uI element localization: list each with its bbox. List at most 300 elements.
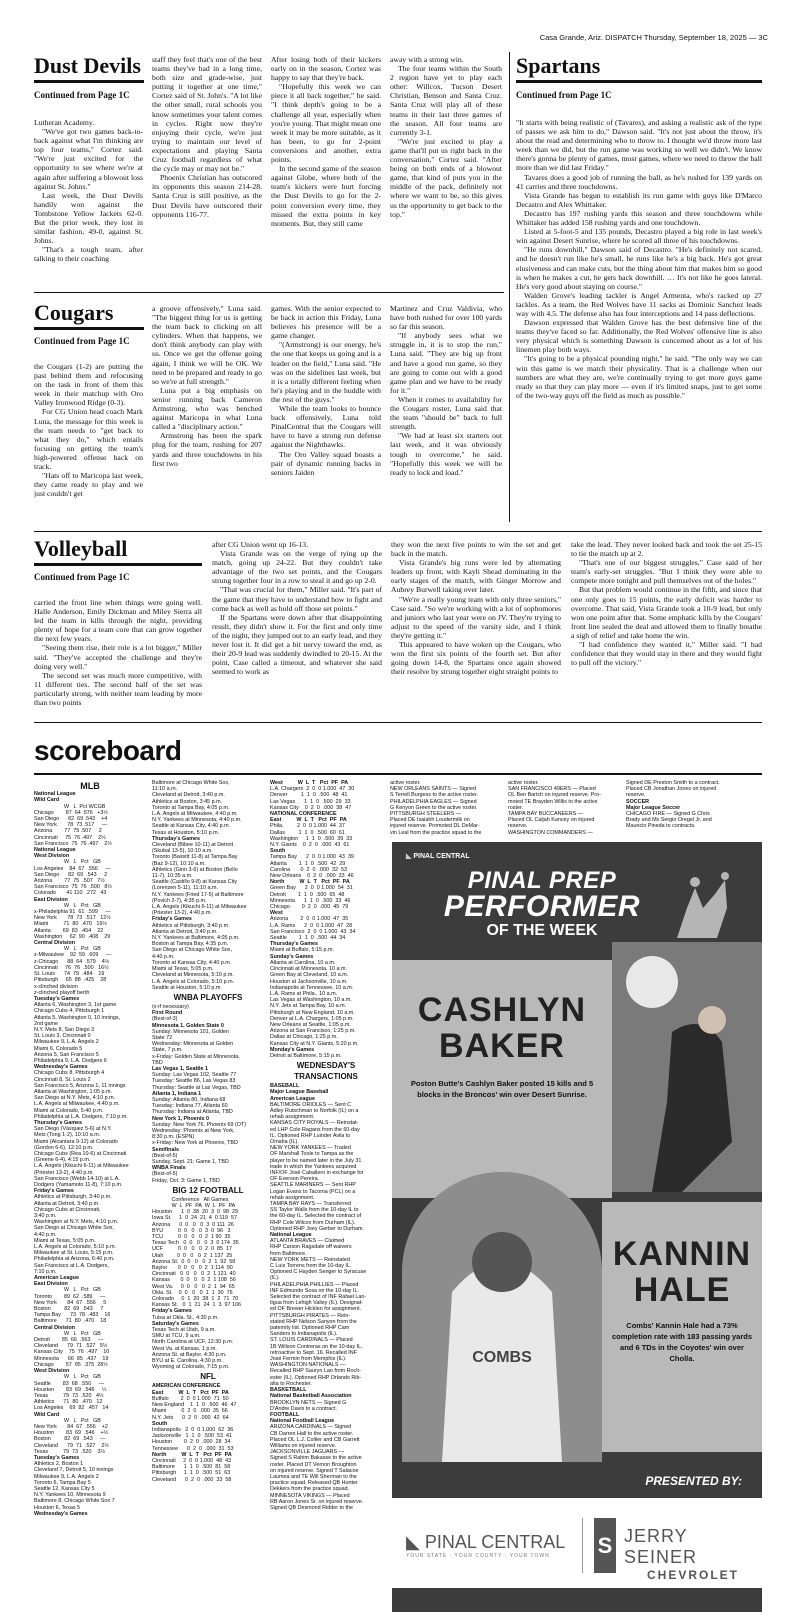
scoreboard-line: Selected the contract of INF Rafael Lan- <box>270 1294 367 1301</box>
scoreboard-line: Los Angeles 69 82 .457 14 <box>34 1405 109 1412</box>
paragraph: "We're a really young team with only three seniors," Case said. "So we're working with a lot of sophomores and juniors who last year were on JV. They're trying to adjust to the speed of the varsity side, and I think they're getting it." <box>391 594 561 640</box>
scoreboard-line: INF Edmundo Sosa on the 10-day IL. <box>270 1287 359 1294</box>
scoreboard-line: ester (IL). Optioned RHP Orlando Rib- <box>270 1374 362 1381</box>
athlete-silhouettes-icon <box>667 868 737 948</box>
scoreboard-line: Las Vegas at Washington, 10 a.m. <box>270 997 352 1004</box>
scoreboard-line: W L Pct GB <box>34 946 101 953</box>
paragraph: "Seeing them rise, their role is a lot bigger," Miller said. "They've accepted the challenge and they're doing very well." <box>34 643 202 671</box>
cougars-headline: Cougars <box>34 300 114 325</box>
scoreboard-line: W L Pct GB <box>34 902 101 909</box>
scoreboard-line: Seattle 1 1 0 .500 44 34 <box>270 935 346 942</box>
volleyball-continued: Continued from Page 1C <box>34 572 130 582</box>
scoreboard-line: Kansas 0 0 0 0 2 1 108 56 <box>152 1277 236 1284</box>
scoreboard-line: San Diego 82 69 .543 +4 <box>34 816 108 823</box>
scoreboard-subhead: National League <box>34 791 76 798</box>
player-1-first-name: CASHLYN <box>417 991 587 1029</box>
paragraph: Vista Grande was on the verge of tying up the match, going up 24-22. But they couldn't take advantage of the two set points, and the Cougars strung together four in a row to steal it and go up 2-0. <box>212 549 382 586</box>
scoreboard-line: W L Pct WCGB <box>34 803 106 810</box>
volleyball-col-2 <box>212 540 382 716</box>
seiner-s-icon: S <box>594 1518 616 1573</box>
scoreboard-line: TAMPA BAY RAYS — Transferred <box>270 1201 351 1207</box>
scoreboard-line: Athletics 2, Boston 1 <box>34 1461 84 1468</box>
scoreboard-line: San Francisco 75 76 .500 8½ <box>34 884 112 891</box>
scoreboard-line: z-clinched playoff berth <box>34 989 90 996</box>
scoreboard-line: Baltimore 71 80 .470 18 <box>34 1318 107 1325</box>
scoreboard-subhead: North W L T Pct PF PA <box>152 1451 232 1458</box>
scoreboard-line: SS Taylor Walls from the 10-day IL to <box>270 1207 359 1214</box>
paragraph: After losing both of their kickers early on in the season, Cortez was happy to say that they're back. <box>271 55 381 83</box>
paragraph: Armstrong has been the spark plug for the team, rushing for 207 yards and three touchdowns in his first two <box>152 431 262 468</box>
scoreboard-line: Tennessee 0 2 0 .000 31 53 <box>152 1445 234 1452</box>
paragraph: away with a strong win. <box>390 55 464 64</box>
paragraph: The four teams within the South 2 region have yet to play each other: Willcox, Tucson Desert Christian, Benson and Santa Cruz. Santa Cruz will play all of these teams in their last three games of the season. All four teams are currently 3-1. <box>390 64 502 137</box>
scoreboard-line: Cleveland at Detroit, 3:40 p.m. <box>152 792 225 799</box>
paragraph: "We're just excited to play a game that'll put us right back in the conversation," Cortez said. "After being on both ends of a blowout game, that kind of puts you in the middle of the pack, definitely not where we want to be, so this gives us the opportunity to get back to the top." <box>390 136 502 219</box>
scoreboard-line: Miami 6, Colorado 5 <box>34 1045 83 1052</box>
paragraph: The Oro Valley squad boasts a pair of dynamic running backs in seniors Jaiden <box>271 449 381 477</box>
scoreboard-line: Miami (Alcantara 9-12) at Colorado <box>34 1138 118 1145</box>
scoreboard-line: N.Y. Jets at Tampa Bay, 10 a.m. <box>270 1003 347 1010</box>
scoreboard-line: 4:40 p.m. <box>152 953 175 960</box>
jersey-text: COMBS <box>472 1349 532 1366</box>
scoreboard-subhead: First Round <box>152 1010 183 1017</box>
scoreboard-line: active roster. <box>390 780 421 786</box>
scoreboard-line: St. Louis 74 79 .484 19 <box>34 971 105 978</box>
paragraph: Vista Grande's big runs were led by alternating leaders up front, with Kayli Shead dominating in the early stages of the match, with Ginger Morrow and Aubrey Burwell taking over later. <box>391 558 561 595</box>
scoreboard-line: paternity list. Optioned RHP Cam <box>270 1325 350 1332</box>
cougars-col-1 <box>34 362 143 524</box>
paragraph: Listed at 5-foot-5 and 135 pounds, Decastro played a big role in last week's win against Desert Sunrise, where he scored all three of his touchdowns. <box>516 227 762 246</box>
scoreboard-line: player to be named later in the July 31 <box>270 1157 362 1164</box>
scoreboard-line: RHP Carson Ragsdale off waivers <box>270 1244 352 1251</box>
scoreboard-line: Miami at Buffalo, 5:15 p.m. <box>270 947 335 954</box>
scoreboard-subhead: American League <box>34 1275 79 1282</box>
cougars-continued: Continued from Page 1C <box>34 336 130 346</box>
scoreboard-subhead: Friday's Games <box>34 1188 74 1195</box>
scoreboard-subhead: Monday's Games <box>270 1046 315 1053</box>
scoreboard-line: Texas 79 73 .520 3½ <box>34 1448 106 1455</box>
scoreboard-line: reserve. <box>626 792 646 799</box>
scoreboard-line: Arizona 2 0 0 1.000 47 35 <box>270 916 349 923</box>
scoreboard-subhead: Thursday's Games <box>34 1119 83 1126</box>
scoreboard-subhead: North W L T Pct PF PA <box>270 879 350 886</box>
scoreboard-line: North Carolina at UCF, 12:30 p.m. <box>152 1339 234 1346</box>
scoreboard-line: Philadelphia at L.A. Dodgers, 7:10 p.m. <box>34 1113 128 1120</box>
scoreboard-line: Friday, Oct. 3: Game 1, TBD <box>152 1177 220 1184</box>
scoreboard-line: KANSAS CITY ROYALS — Reinstat- <box>270 1120 359 1127</box>
scoreboard-line: San Francisco 5, Arizona 1, 11 innings <box>34 1082 126 1089</box>
scoreboard-line: L.A. Angels at Colorado, 5:10 p.m. <box>152 978 235 985</box>
ad-title-line-1: PINAL PREP <box>467 867 617 894</box>
scoreboard-subhead: Minnesota 1, Golden State 0 <box>152 1022 224 1029</box>
player-2-photo <box>402 1172 602 1462</box>
scoreboard-line: San Diego at Chicago White Sox, <box>152 947 233 954</box>
scoreboard-subhead: Atlanta 1, Indiana 1 <box>152 1090 202 1097</box>
scoreboard-line: Dallas 1 1 0 .500 60 61 <box>270 829 345 836</box>
scoreboard-line: L.A. Angels at Milwaukee, 4:40 p.m. <box>152 811 238 818</box>
dust-devils-continued: Continued from Page 1C <box>34 90 130 100</box>
scoreboard-line: IL. Optioned RHP Luinder Avila to <box>270 1132 351 1139</box>
scoreboard-line: San Diego 82 69 .543 2 <box>34 871 108 878</box>
scoreboard-line: Cincinnati 75 76 .497 2½ <box>34 834 106 841</box>
paragraph: Last week, the Dust Devils handily won against the Tombstone Yellow Jackets 62-0. But the prior week, they lost in similar fashion, 49-0, against St. Johns. <box>34 190 143 246</box>
scoreboard-line: W L Pct GB <box>34 1330 101 1337</box>
scoreboard-line: Kansas City 0 2 0 .000 38 47 <box>270 804 352 811</box>
scoreboard-line: San Francisco (Webb 14-10) at L.A. <box>34 1175 120 1182</box>
sponsor-jerry-seiner[interactable]: JERRY SEINER CHEVROLET <box>624 1526 739 1582</box>
scoreboard-line: New York 78 73 .517 12½ <box>34 915 111 922</box>
player-2-last-name: HALE <box>633 1271 731 1309</box>
scoreboard-line: Cleveland at Minnesota, 5:10 p.m. <box>152 972 234 979</box>
scoreboard-line: N.Y. Yankees at Minnesota, 4:40 p.m. <box>152 817 242 824</box>
scoreboard-subhead: Friday's Games <box>152 916 192 923</box>
cougars-col-3 <box>271 304 381 524</box>
scoreboard-line: Laumea and TE Will Sherman to the <box>270 1473 357 1480</box>
scoreboard-line: Milwaukee at St. Louis, 5:15 p.m. <box>34 1250 114 1257</box>
scoreboard-line: OF Marshall Toole to Tampa as the <box>270 1151 354 1158</box>
scoreboard-subhead: BASKETBALL <box>270 1387 307 1394</box>
scoreboard-title: scoreboard <box>34 735 182 766</box>
scoreboard-line: W L Pct GB <box>34 1417 101 1424</box>
paragraph: In the second game of the season against Globe, where both of the team's kickers were hurt forcing the Dust Devils to go for the 2-point conversion every time, they missed the extra points in key moments. But, they still came <box>271 164 381 228</box>
scoreboard-heading: MLB <box>80 781 100 791</box>
scoreboard-line: ed OF Brewer Hicklen for assignment. <box>270 1306 362 1313</box>
paragraph: "That was crucial for them," Miller said. "It's part of the game that they have to understand how to fight and come back as well as hold off those set points." <box>212 585 382 613</box>
volleyball-headline: Volleyball <box>34 536 128 561</box>
scoreboard-line: NEW ORLEANS SAINTS — Signed <box>390 786 476 793</box>
scoreboard-line: Denver 1 1 0 .500 48 41 <box>270 792 348 799</box>
scoreboard-line: roster. <box>508 804 523 811</box>
paragraph: Lutheran Academy. <box>34 118 95 127</box>
scoreboard-line: x-Philadelphia 91 61 .599 — <box>34 909 111 916</box>
scoreboard-line: alta to Rochester. <box>270 1380 312 1387</box>
scoreboard-line: L.A. Angels at Milwaukee, 4:40 p.m. <box>34 1101 120 1108</box>
sponsor-1-tagline: YOUR STATE · YOUR COUNTY · YOUR TOWN <box>406 1553 550 1559</box>
scoreboard-line: Atlanta at Carolina, 10 a.m. <box>270 959 336 966</box>
scoreboard-line: Houston at Jacksonville, 10 a.m. <box>270 978 348 985</box>
scoreboard-line: Washington 1 1 0 .500 39 33 <box>270 835 353 842</box>
scoreboard-line: Green Bay at Cleveland, 10 a.m. <box>270 972 349 979</box>
scoreboard-line: active roster. <box>508 780 539 786</box>
scoreboard-line: José Fermin from Memphis (IL). <box>270 1356 347 1363</box>
scoreboard-line: Arizona St. 0 0 0 0 2 1 92 58 <box>152 1258 236 1265</box>
scoreboard-line: Green Bay 2 0 0 1.000 54 31 <box>270 885 353 892</box>
scoreboard-line: (Priester 13-2), 4:40 p.m. <box>34 1169 94 1176</box>
scoreboard-line: W L Pct GB <box>34 1287 101 1294</box>
scoreboard-line: PITTSBURGH PIRATES — Rein- <box>270 1312 351 1319</box>
scoreboard-line: BROOKLYN NETS — Signed G <box>270 1399 347 1406</box>
scoreboard-col-4 <box>390 780 502 840</box>
scoreboard-line: G Kenyon Green to the active roster. <box>390 804 478 811</box>
scoreboard-line: WASHINGTON NATIONALS — <box>270 1362 346 1369</box>
scoreboard-line: Milwaukee 9, L.A. Angels 2 <box>34 1039 99 1046</box>
section-divider <box>34 531 762 532</box>
scoreboard-line: Athletics at Pittsburgh, 3:40 p.m. <box>34 1194 112 1201</box>
scoreboard-subhead: West Division <box>34 1368 70 1375</box>
scoreboard-line: Omaha (IL). <box>270 1138 299 1145</box>
scoreboard-line: Chicago Cubs 4, Pittsburgh 1 <box>34 1008 105 1015</box>
scoreboard-line: (Greene 6-4), 4:15 p.m. <box>34 1157 91 1164</box>
scoreboard-heading: WNBA PLAYOFFS <box>173 992 243 1002</box>
paragraph: The second set was much more competitive, with 11 different ties. The second half of the set was particularly strong, with neither team leading by more than two points <box>34 670 202 708</box>
scoreboard-line: Placed DE Isaiahh Loudermilk on <box>390 817 470 824</box>
scoreboard-line: tigua from Lehigh Valley (IL). Designat- <box>270 1300 364 1307</box>
scoreboard-line: Wednesday: Minnesota at Golden <box>152 1041 234 1048</box>
scoreboard-line: x-clinched division <box>34 983 78 990</box>
scoreboard-line: 11-7), 10:35 a.m. <box>152 873 193 880</box>
scoreboard-line: PHILADELPHIA PHILLIES — Placed <box>270 1281 359 1288</box>
scoreboard-line: Signed DE Preston Smith to a contract. <box>626 780 720 786</box>
section-divider <box>34 722 762 723</box>
scoreboard-subhead: West <box>270 910 283 917</box>
paragraph: Walden Grove's leading tackler is Angel Armenta, who's racked up 27 tackles. As a team, the Red Wolves have 11 sacks as Dominic Sanchez leads way with 4.5. The defense also has four interceptions and 14 pass deflections. <box>516 290 762 318</box>
headline-rule <box>34 563 202 566</box>
scoreboard-line: Indianapolis at Tennessee, 10 a.m. <box>270 984 354 991</box>
scoreboard-line: L.A. Angels at Colorado, 5:10 p.m. <box>34 1244 117 1251</box>
scoreboard-line: (Best-of-5) <box>152 1171 178 1178</box>
scoreboard-subhead: National League <box>270 1232 312 1239</box>
scoreboard-line: ATLANTA BRAVES — Claimed <box>270 1238 345 1245</box>
scoreboard-line: L.A. Chargers 2 0 0 1.000 47 30 <box>270 786 355 793</box>
scoreboard-subhead: West Division <box>34 853 70 860</box>
scoreboard-line: (Gordon 6-6), 12:10 p.m. <box>34 1144 94 1151</box>
scoreboard-line: San Francisco at L.A. Dodgers, <box>34 1262 109 1269</box>
scoreboard-line: Toronto at Tampa Bay, 4:05 p.m. <box>152 804 230 811</box>
scoreboard-line: (Best-of-5) <box>152 1152 178 1159</box>
scoreboard-subhead: Wild Card <box>34 1411 60 1418</box>
scoreboard-line: (x-if necessary) <box>152 1003 189 1010</box>
scoreboard-line: (Skubal 13-5), 10:10 a.m. <box>152 848 213 855</box>
scoreboard-rule <box>34 773 762 775</box>
scoreboard-subhead: Sunday's Games <box>270 953 314 960</box>
scoreboard-line: CB Darren Hall to the active roster. <box>270 1430 354 1437</box>
scoreboard-line: Buffalo 2 0 0 1.000 71 50 <box>152 1395 229 1402</box>
scoreboard-line: Sunday: Atlanta 80, Indiana 68 <box>152 1096 226 1103</box>
scoreboard-line: Los Angeles 84 67 .556 — <box>34 865 111 872</box>
paragraph: This appeared to have woken up the Cougars, who won the first six points of the fourth set. But after going down 14-8, the Spartans once again showed their resolve by strung together eight straight points to <box>391 640 561 677</box>
scoreboard-line: Cincinnati 8, St. Louis 2 <box>34 1076 91 1083</box>
scoreboard-heading: BIG 12 FOOTBALL <box>172 1185 244 1195</box>
scoreboard-line: S Terrell Burgess to the active roster. <box>390 792 478 799</box>
scoreboard-line: Cincinnati 0 0 0 0 2 1 121 40 <box>152 1271 236 1278</box>
paragraph: "Hopefully this week we can piece it all back together," he said. "I think depth's going to be a challenge all year, especially when you're young. That might mean one week it may be more suitable, as it has been, to go for 2-point conversions and another, extra points. <box>271 82 381 165</box>
paragraph: "We've got two games back-to-back against what I'm thinking are top four teams," Cortez said. "We're just excited for the opportunity to see where we're at again after suffering a blowout loss against St. Johns." <box>34 127 143 191</box>
scoreboard-line: Miami at Texas, 5:05 p.m. <box>34 1237 96 1244</box>
headline-rule <box>34 80 144 83</box>
scoreboard-line: stated RHP Nelson Sanyon from the <box>270 1318 357 1325</box>
scoreboard-line: RB Aaron Jones Sr. on injured reserve. <box>270 1498 364 1505</box>
scoreboard-line: Phila. 2 0 0 1.000 44 37 <box>270 823 345 830</box>
page-folio: Casa Grande, Ariz. DISPATCH Thursday, September 18, 2025 — 3C <box>539 33 768 42</box>
scoreboard-line: TAMPA BAY BUCCANEERS — <box>508 811 584 818</box>
paragraph: "It starts with being realistic of (Tavares), and asking a realistic ask of the type of passes we ask him to do," Dawson said. "It's not just about the throw, it's about the read and determining who to throw to. I thought we'd throw more last week than we did, but the run game was working so well we didn't. We know there's gonna be plenty of games, most games, where we need to throw the ball more than we did last Friday." <box>516 118 762 173</box>
scoreboard-line: Wyoming at Colorado, 7:15 p.m. <box>152 1364 230 1371</box>
scoreboard-line: Washington 62 90 .408 29 <box>34 933 111 940</box>
scoreboard-line: Texas Tech at Utah, 9 a.m. <box>152 1327 216 1334</box>
scoreboard-line: Miami 0 2 0 .000 35 66 <box>152 1408 228 1415</box>
sponsor-divider <box>582 1518 583 1573</box>
paragraph: But that problem would continue in the fifth, and since that one only goes to 15 points, the early deficit was harder to overcome. That said, Vista Grande took a 10-9 lead, but only won one point after that. Some emphatic kills by the Cougars' front line sealed the deal and allowed them to finally breathe a sigh of relief and take home the win. <box>571 585 762 640</box>
spartans-continued: Continued from Page 1C <box>516 90 612 100</box>
scoreboard-heading: NFL <box>200 1372 216 1382</box>
scoreboard-line: Texas at Houston, 5:10 p.m. <box>152 829 220 836</box>
paragraph: games. With the senior expected to be back in action this Friday, Luna believes his presence will be a game changer. <box>271 304 381 341</box>
spartans-headline: Spartans <box>516 53 601 78</box>
spartans-body <box>516 118 762 522</box>
scoreboard-line: Chicago Cubs at Cincinnati, <box>34 1206 101 1213</box>
scoreboard-subhead: Wednesday's Games <box>34 1510 88 1517</box>
scoreboard-line: N.Y. Yankees at Baltimore, 4:05 p.m. <box>152 935 240 942</box>
scoreboard-line: Arizona 0 0 0 0 3 0 111 26 <box>152 1221 234 1228</box>
scoreboard-line: San Diego (Vásquez 5-6) at N.Y. <box>34 1126 112 1133</box>
scoreboard-line: Chicago 0 2 0 .000 45 79 <box>270 904 349 911</box>
scoreboard-col-6 <box>626 780 762 840</box>
scoreboard-line: L.A. Rams at Phila., 10 a.m. <box>270 990 338 997</box>
scoreboard-line: Mauricio Pineda to contracts. <box>626 823 696 830</box>
scoreboard-line: Philadelphia at Arizona, 6:40 p.m. <box>34 1256 115 1263</box>
scoreboard-line: Williams on injured reserve. <box>270 1442 337 1449</box>
scoreboard-line: Washington at N.Y. Mets, 4:10 p.m. <box>34 1219 119 1226</box>
scoreboard-line: New Orleans at Seattle, 1:05 p.m. <box>270 1021 351 1028</box>
scoreboard-line: Pittsburgh 65 88 .425 28 <box>34 977 107 984</box>
scoreboard-line: State, 7 p.m. <box>152 1047 183 1054</box>
scoreboard-line: Athletics at Pittsburgh, 3:40 p.m. <box>152 922 230 929</box>
paragraph: carried the front line when things were going well. Halle Anderson, Emily Dickman and Miley Sierra all led the team in kills through the night, providing plenty of hope for a team core that can grow together the next few years. <box>34 598 202 644</box>
pinal-central-icon: ◣ <box>406 1532 420 1552</box>
scoreboard-line: N.Y. Yankees 10, Minnesota 9 <box>34 1492 106 1499</box>
scoreboard-line: Kansas St. 0 1 21 24 1 3 97 106 <box>152 1302 242 1309</box>
paragraph: When it comes to availability for the Cougars roster, Luna said that the team "should be" back to full strength. <box>390 394 502 432</box>
scoreboard-line: New England 1 1 0 .500 46 47 <box>152 1402 237 1409</box>
scoreboard-subhead: Tuesday's Games <box>34 995 80 1002</box>
sponsor-area <box>392 1470 762 1612</box>
scoreboard-line: OL Ben Bartch on injured reserve. Pro- <box>508 792 601 799</box>
pinal-central-logo: ◣ PINAL CENTRAL <box>406 853 470 860</box>
scoreboard-line: Atlanta at Detroit, 3:40 p.m. <box>34 1200 100 1207</box>
scoreboard-line: (Lorenzen 5-11), 11:10 a.m. <box>152 885 219 892</box>
scoreboard-line: Cleveland 0 2 0 .000 33 58 <box>152 1476 232 1483</box>
scoreboard-heading: WEDNESDAY'S <box>296 1061 356 1071</box>
scoreboard-line: L.A. Angels (Kikuchi 6-11) at Milwaukee <box>34 1163 129 1170</box>
scoreboard-line: 4:40 p.m. <box>34 1231 57 1238</box>
scoreboard-line: Conference All Games <box>152 1196 229 1203</box>
scoreboard-line: Baltimore 1 1 0 .500 81 58 <box>152 1464 231 1471</box>
scoreboard-line: Placed CB Jonathan Jones on injured <box>626 786 717 793</box>
scoreboard-line: Utah 0 0 0 0 2 1 137 25 <box>152 1252 233 1259</box>
scoreboard-line: Seattle at Kansas City, 4:40 p.m. <box>152 823 231 830</box>
scoreboard-line: Chicago 57 95 .375 28½ <box>34 1361 108 1368</box>
paragraph: Decastro has 197 rushing yards this season and three touchdowns while Whittaker has added 158 rushing yards and one touchdown. <box>516 208 762 228</box>
paragraph: Vista Grande has begun to establish its run game with guys like D'Marco Decastro and Alex Whittaker. <box>516 190 762 209</box>
scoreboard-subhead: New York 1, Phoenix 0 <box>152 1115 210 1122</box>
headline-rule <box>516 80 762 83</box>
paragraph: "If anybody sees what we struggle in, it is to stop the run," Luna said. "They are big up front and have a good run game, so they are going to come out with a good game plan and we have to be ready for it." <box>390 331 502 395</box>
player-1-panel <box>392 960 612 1198</box>
scoreboard-line: N.Y. Mets 8, San Diego 3 <box>34 1026 95 1033</box>
scoreboard-subhead: Central Division <box>34 940 76 947</box>
scoreboard-line: 11:10 a.m. <box>152 786 178 793</box>
scoreboard-line: practice squad. Released QB Hunter <box>270 1480 358 1487</box>
ad-title-block <box>412 867 672 940</box>
scoreboard-subhead: Tuesday's Games <box>34 1454 80 1461</box>
scoreboard-line: Kansas City at N.Y. Giants, 5:20 p.m. <box>270 1040 359 1047</box>
scoreboard-line: reserve. <box>508 823 528 830</box>
scoreboard-line: Sunday: New York 76, Phoenix 69 (OT) <box>152 1121 247 1128</box>
scoreboard-line: SEATTLE MARINERS — Sent RHP <box>270 1182 356 1189</box>
paragraph: "Hats off to Maricopa last week, they came ready to play and we just couldn't get <box>34 471 143 499</box>
scoreboard-line: Toronto at Kansas City, 4:40 p.m. <box>152 959 232 966</box>
paragraph: "That's a tough team, after talking to their coaching <box>34 245 143 264</box>
scoreboard-heading: TRANSACTIONS <box>294 1072 358 1082</box>
scoreboard-col-2 <box>152 780 264 1606</box>
volleyball-col-1 <box>34 598 202 716</box>
scoreboard-line: z-Milwaukee 92 59 .609 — <box>34 952 112 959</box>
cougars-section <box>34 302 144 330</box>
scoreboard-line: Atlanta 69 83 .454 22 <box>34 927 104 934</box>
dust-devils-col-2 <box>152 55 262 283</box>
scoreboard-line: Tampa Bay 73 78 .483 16 <box>34 1312 111 1319</box>
scoreboard-subhead: National Football League <box>270 1418 335 1425</box>
scoreboard-line: Miami 71 80 .470 19½ <box>34 921 107 928</box>
scoreboard-line: Jacksonville 1 1 0 .500 53 41 <box>152 1433 233 1440</box>
scoreboard-line: z-Chicago 88 64 .579 4½ <box>34 958 110 965</box>
scoreboard-line: San Francisco 75 76 .497 2½ <box>34 840 112 847</box>
scoreboard-subhead: South <box>152 1420 168 1427</box>
scoreboard-line: Brady and Ms Sergio Oregel Jr. and <box>626 817 712 824</box>
paragraph: "It's going to be a physical pounding night," he said. "The only way we can win this game is we match their physicality. That is a challenge when our numbers are what they are, we're continually trying to get more guys game ready so that they can play more — even if it's limited snaps, just to get some of the two-way guys off the field as much as possible." <box>516 354 762 400</box>
cougars-col-2 <box>152 304 262 524</box>
scoreboard-line: BALTIMORE ORIOLES — Sent C <box>270 1101 352 1108</box>
scoreboard-line: (Povich 2-7), 4:35 p.m. <box>152 897 207 904</box>
sponsor-pinal-central[interactable]: ◣ PINAL CENTRAL YOUR STATE · YOUR COUNTY · YOUR TOWN <box>406 1532 566 1559</box>
scoreboard-line: San Diego at N.Y. Mets, 4:10 p.m. <box>34 1095 116 1102</box>
scoreboard-line: 2nd game <box>34 1020 58 1027</box>
scoreboard-line: Tulsa at Okla. St., 4:30 p.m. <box>152 1314 219 1321</box>
scoreboard-subhead: East W L T Pct PF PA <box>152 1389 229 1396</box>
scoreboard-line: roster. Placed DT Vernon Broughton <box>270 1461 357 1468</box>
scoreboard-line: New York 78 73 .517 — <box>34 822 108 829</box>
ad-title-line-3: OF THE WEEK <box>486 922 598 939</box>
scoreboard-line: ed LHP Cole Ragans from the 60-day <box>270 1126 360 1133</box>
scoreboard-subhead: FOOTBALL <box>270 1411 300 1418</box>
scoreboard-line: Placed OL Caljah Kancey on injured <box>508 817 595 824</box>
prep-performer-ad <box>392 842 762 1612</box>
scoreboard-line: vin Leal from the practice squad to the <box>390 829 482 836</box>
scoreboard-line: TCU 0 0 0 0 2 1 90 35 <box>152 1234 231 1241</box>
scoreboard-line: JACKSONVILLE JAGUARS — <box>270 1449 344 1456</box>
scoreboard-line: Kansas City 75 76 .497 10 <box>34 1349 110 1356</box>
scoreboard-line: L.A. Rams 2 0 0 1.000 47 28 <box>270 922 353 929</box>
scoreboard-subhead: SOCCER <box>626 798 650 805</box>
scoreboard-line: Colorado 41 110 .272 43 <box>34 890 107 897</box>
scoreboard-line: from Baltimore. <box>270 1250 307 1257</box>
scoreboard-line: Colorado 0 1 20 38 1 2 71 70 <box>152 1296 239 1303</box>
scoreboard-line: Miami at Texas, 5:05 p.m. <box>152 966 214 973</box>
scoreboard-line: Toronto 6, Tampa Bay 5 <box>34 1479 91 1486</box>
scoreboard-line: Baylor 0 0 0 0 2 1 114 90 <box>152 1265 233 1272</box>
scoreboard-line: Cincinnati at Minnesota, 10 a.m. <box>270 966 348 973</box>
paragraph: they won the next five points to win the set and get back in the match. <box>391 540 561 559</box>
scoreboard-line: TBD <box>152 1059 163 1066</box>
volleyball-section <box>34 538 202 566</box>
scoreboard-line: Arizona 77 75 .507 2 <box>34 828 102 835</box>
scoreboard-line: (Best-of-3) <box>152 1016 178 1023</box>
scoreboard-line: N.Y. Yankees (Fried 17-5) at Baltimore <box>152 891 244 898</box>
scoreboard-line: Dodgers (Yamamoto 11-8), 7:10 p.m. <box>34 1182 123 1188</box>
cougars-col-4 <box>390 304 502 524</box>
scoreboard-line: State 72 <box>152 1034 173 1041</box>
scoreboard-line: Seattle (Castillo 9-8) at Kansas City <box>152 879 238 886</box>
